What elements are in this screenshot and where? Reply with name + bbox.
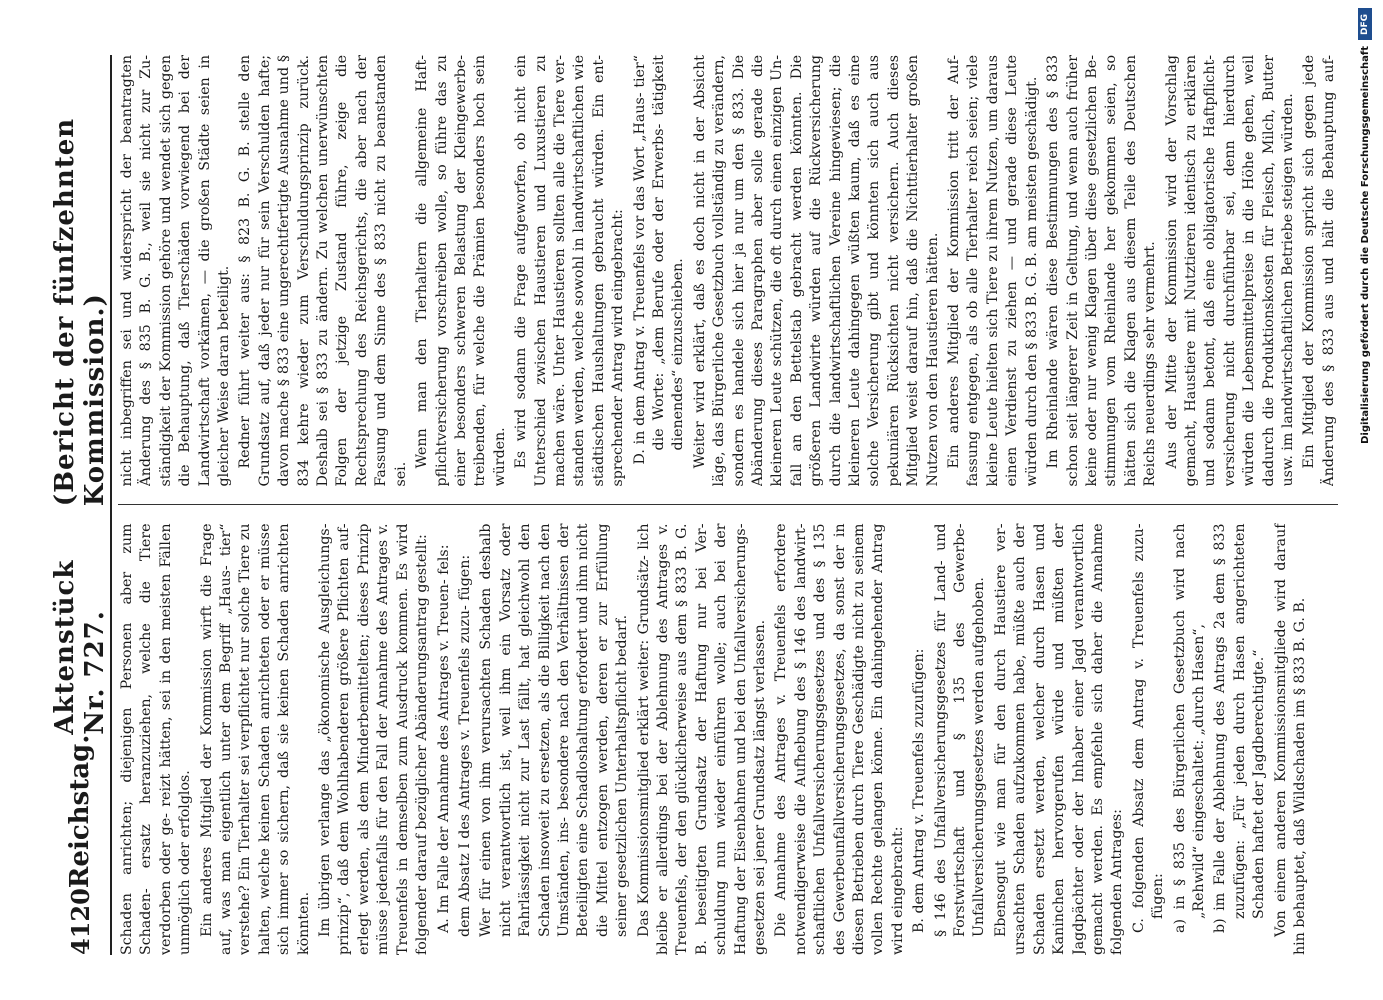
credit-text: Digitalisierung gefördert durch die Deutsche Forschungsgemeinschaft [1359,46,1371,444]
paragraph: Ebensogut wie man für den durch Haustiere ver- ursachten Schaden aufzukommen habe, müßte auch der Schaden ersetzt werden, welcher durch Hasen und Kaninchen hervorgerufen würde und müßten der Jagdpächter oder der Inhaber einer Jagd verantwortlich gemacht werden. Es empfehle sich daher die Annahme folgenden Antrages: [992,523,1126,955]
paragraph: § 146 des Unfallversicherungsgesetzes für Land- und Forstwirtschaft und § 135 des Gewerbe- Unfallversicherungsgesetzes werden aufgehoben. [932,523,988,937]
paragraph: Das Kommissionsmitglied erklärt weiter: Grundsätz- lich bleibe er allerdings bei der Ablehnung des Antrages v. Treuenfels, der den glücklicherweise aus dem § 833 B. G. B. beseitigten Grundsatz der Haftung nur bei Ver- schuldung nun wieder einführen wolle; auch bei der Haftung der Eisenbahnen und bei den Unfallversicherungs- gesetzen sei jener Grundsatz längst verlassen. [635,523,768,955]
page-header [50,55,112,955]
paragraph: Im Rheinlande wären diese Bestimmungen des § 833 schon seit längerer Zeit in Geltung, und wenn auch früher keine oder nur wenig Klagen über diese gesetzlichen Be- stimmungen vom Rheinlande her gekommen seien, so hätten sich die Klagen aus diesem Teile des Deutschen Reichs neuerdings sehr vermehrt. [1045,55,1159,487]
paragraph: Ein anderes Mitglied der Kommission wirft die Frage auf, was man eigentlich unter dem Begriff „Haus- tier“ verstehe? Ein Tierhalter sei verpflichtet nur solche Tiere zu halten, welche keinen Schaden anrichteten oder er müsse sich immer so sichern, daß sie keinen Schaden anrichten könnten. [198,523,312,955]
left-column [118,524,1338,956]
right-column [118,55,1338,487]
dfg-logo: DFG [1358,8,1372,40]
page-number: 4120 [65,888,95,955]
paragraph: Schaden anrichten; diejenigen Personen aber zum Schaden- ersatz heranzuziehen, welche die Tiere verdorben oder ge- reizt hätten, sei in den meisten Fällen unmöglich oder erfolglos. [119,523,194,955]
digitization-credit [1357,8,1373,688]
paragraph: B. dem Antrag v. Treuenfels zuzufügen: [911,648,928,933]
column-divider [118,505,1338,506]
paragraph: Wer für einen von ihm verursachten Schaden deshalb nicht verantwortlich ist, weil ihm ein Vorsatz oder Fahrlässigkeit nicht zur Last fällt, hat gleichwohl den Schaden insoweit zu ersetzen, als die Billigkeit nach den Umständen, ins- besondere nach den Verhältnissen der Beteiligten eine Schadloshaltung erfordert und ihm nicht die Mittel entzogen werden, deren er zur Erfüllung seiner gesetzlichen Unterhaltspflicht bedarf. [478,523,631,937]
paragraph: Weiter wird erklärt, daß es doch nicht in der Absicht läge, das Bürgerliche Gesetzbuch vollständig zu verändern, sondern es handele sich hier ja nur um den § 833. Die Abänderung dieses Paragraphen aber solle gerade die kleineren Leute schützen, die oft durch einen einzigen Un- fall an den Bettelstab gebracht werden könnten. Die größeren Landwirte würden auf die Rückversicherung durch die landwirtschaftlichen Vereine hingewiesen; die kleineren Leute dahingegen wüßten kaum, daß es eine solche Versicherung gibt und könnten sich auch aus pekuniären Rücksichten nicht versichern. Auch dieses Mitglied weist darauf hin, daß die Nichttierhalter großen Nutzen von den Haustieren hätten. [691,55,941,487]
left-title: Reichstag. [65,734,95,889]
paragraph: b) im Falle der Ablehnung des Antrags 2a dem § 833 zuzufügen: „Für jeden durch Hasen angerichteten Schaden haftet der Jagdberechtigte.“ [1212,523,1268,933]
right-title: (Bericht der fünfzehnten Kommission.) [50,117,110,507]
text-columns [118,55,1338,955]
paragraph: A. Im Falle der Annahme des Antrages v. Treuen- fels: [435,544,452,933]
paragraph: Aus der Mitte der Kommission wird der Vorschlag gemacht, Haustiere mit Nutztieren identisch zu erklären und sodann betont, daß eine obligatorische Haftpflicht- versicherung nicht durchführbar sei, denn hierdurch würden die Lebensmittelpreise in die Höhe gehen, weil dadurch die Produktionskosten für Fleisch, Milch, Butter usw. im landwirtschaftlichen Betriebe steigen würden. [1163,55,1296,487]
paragraph: Ein Mitglied der Kommission spricht sich gegen jede Änderung des § 833 aus und hält die Behauptung auf- [1301,55,1337,487]
paragraph: C. folgenden Absatz dem Antrag v. Treuenfels zuzu- fügen: [1130,523,1167,933]
paragraph: Es wird sodann die Frage aufgeworfen, ob nicht ein Unterschied zwischen Haustieren und Luxustieren zu machen wäre. Unter Haustieren sollten alle die Tiere ver- standen werden, welche sowohl in landwirtschaftlichen wie städtischen Haushaltungen gebraucht würden. Ein ent- sprechender Antrag wird eingebracht: [513,55,627,487]
paragraph: Die Annahme des Antrages v. Treuenfels erfordere notwendigerweise die Aufhebung des § 146 des landwirt- schaftlichen Unfallversicherungsgesetzes und des § 135 des Gewerbeunfallversicherungsgesetzes, da sonst der in diesen Betrieben durch Tiere Geschädigte nicht zu seinem vollen Rechte gelangen könne. Ein dahingehender Antrag wird eingebracht: [773,523,906,955]
paragraph: Im übrigen verlange das „ökonomische Ausgleichungs- prinzip“, daß dem Wohlhabenderen größere Pflichten auf- erlegt werden, als dem Minderbemittelten; dieses Prinzip müsse jedenfalls für den Fall der Annahme des Antrages v. Treuenfels in demselben zum Ausdruck kommen. Es wird folgender darauf bezüglicher Abänderungsantrag gestellt: [317,523,431,955]
paragraph: D. in dem Antrag v. Treuenfels vor das Wort „Haus- tier“ die Worte: „dem Berufe oder der Erwerbs- tätigkeit dienendes“ einzuschieben. [631,55,687,465]
paragraph: Von einem anderen Kommissionsmitgliede wird darauf hin behauptet, daß Wildschaden im § 833 B. G. B. [1272,523,1308,955]
paragraph: Redner führt weiter aus: § 823 B. G. B. stelle den Grundsatz auf, daß jeder nur für sein Verschulden hafte; davon mache § 833 eine ungerechtfertigte Ausnahme und § 834 kehre wieder zum Verschuldungsprinzip zurück. Deshalb sei § 833 zu ändern. Zu welchen unerwünschten Folgen der jetzige Zustand führe, zeige die Rechtsprechung des Reichsgerichts, die aber nach der Fassung und dem Sinne des § 833 nicht zu beanstanden sei. [237,55,409,487]
paragraph: nicht inbegriffen sei und widerspricht der beantragten Änderung des § 835 B. G. B., weil sie nicht zur Zu- ständigkeit der Kommission gehöre und wendet sich gegen die Behauptung, daß Tierschäden vorwiegend bei der Landwirtschaft vorkämen, — die großen Städte seien in gleicher Weise daran beteiligt. [119,55,233,487]
paragraph: Ein anderes Mitglied der Kommission tritt der Auf- fassung entgegen, als ob alle Tierhalter reich seien; viele kleine Leute hielten sich Tiere zu ihrem Nutzen, um daraus einen Verdienst zu ziehen — und gerade diese Leute würden durch den § 833 B. G. B. am meisten geschädigt. [946,55,1040,487]
paragraph: dem Absatz I des Antrages v. Treuenfels zuzu- fügen: [456,554,473,937]
center-title: Aktenstück Nr. 727. [50,559,110,735]
paragraph: a) in § 835 des Bürgerlichen Gesetzbuch wird nach „Rehwild“ eingeschaltet: „durch Hasen“, [1171,523,1207,933]
document-page [50,55,1340,955]
paragraph: Wenn man den Tierhaltern die allgemeine Haft- pflichtversicherung vorschreiben wolle, so führe das zu einer besonders schweren Belastung der Kleingewerbe- treibenden, für welche die Prämien besonders hoch sein würden. [414,55,508,487]
